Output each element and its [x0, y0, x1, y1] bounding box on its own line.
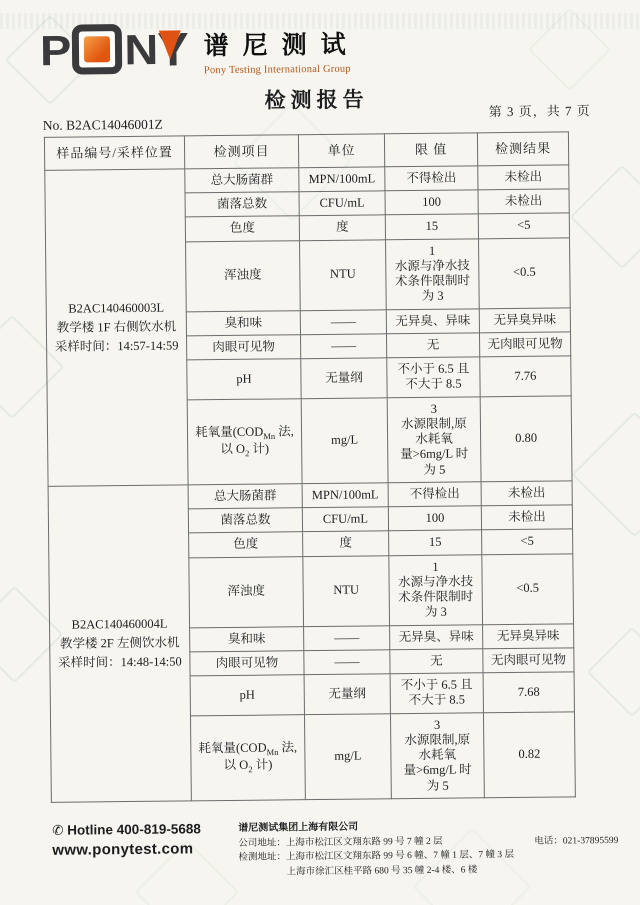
- footer-contact: [52, 821, 231, 883]
- company-address: 公司地址：上海市松江区文翔东路 99 号 7 幢 2 层: [238, 836, 443, 849]
- result-cell: <0.5: [482, 553, 574, 624]
- logo-orange-square: [84, 36, 110, 62]
- footer-addresses: [238, 818, 514, 881]
- brand-name-cn: 谱尼测试: [203, 31, 360, 61]
- limit-cell: 不得检出: [385, 166, 478, 191]
- table-header-row: [44, 132, 568, 170]
- result-cell: 0.82: [483, 711, 575, 797]
- col-header-item: 检测项目: [184, 135, 298, 169]
- subscript-text: Mn: [266, 746, 279, 757]
- result-cell: 0.80: [480, 395, 572, 481]
- item-text: 耗氧量(COD: [198, 740, 267, 756]
- page-number: 第 3 页，共 7 页: [488, 103, 591, 120]
- unit-cell: mg/L: [304, 713, 391, 799]
- limit-cell: 无: [390, 649, 483, 674]
- unit-cell: NTU: [303, 555, 390, 626]
- result-cell: 未检出: [478, 165, 569, 190]
- subscript-text: 2: [244, 447, 250, 459]
- results-table: [44, 131, 576, 802]
- testing-address-1: 检测地址：上海市松江区文翔东路 99 号 6 幢、7 幢 1 层、7 幢 3 层: [238, 850, 515, 864]
- report-number: No. B2AC14046001Z: [42, 116, 163, 133]
- test-item-cell: 色度: [185, 216, 299, 241]
- test-item-cell: 总大肠菌群: [185, 168, 299, 193]
- result-cell: 7.76: [480, 356, 571, 396]
- test-item-cell: 肉眼可见物: [190, 651, 304, 676]
- unit-cell: ——: [304, 625, 390, 650]
- test-item-cell: 浑浊度: [189, 556, 304, 627]
- col-header-limit: 限 值: [384, 133, 477, 167]
- unit-cell: 无量纲: [301, 358, 387, 398]
- result-cell: 无异臭异味: [479, 307, 570, 332]
- limit-cell: 100: [388, 506, 481, 531]
- item-text: 耗氧量(COD: [195, 424, 264, 440]
- brand-names: [203, 22, 360, 77]
- limit-cell: 无异臭、异味: [390, 624, 483, 649]
- sample-line: 采样时间：14:48-14:50: [58, 654, 182, 670]
- hotline-text: Hotline 400-819-5688: [67, 821, 201, 838]
- sample-line: 教学楼 2F 左侧饮水机: [59, 635, 180, 651]
- pony-logo: [40, 23, 188, 75]
- limit-cell: 无异臭、异味: [386, 308, 479, 333]
- sample-info: [48, 485, 191, 802]
- report-footer: [52, 817, 619, 883]
- unit-cell: mg/L: [301, 397, 388, 483]
- limit-cell: 3 水源限制,原 水耗氧 量>6mg/L 时 为 5: [387, 396, 481, 482]
- logo-letter-y: Y: [157, 21, 188, 76]
- result-cell: 无异臭异味: [483, 623, 574, 648]
- unit-cell: ——: [300, 334, 386, 359]
- table-body: [45, 165, 576, 802]
- col-header-unit: 单位: [298, 134, 384, 168]
- sample-info: [45, 169, 188, 486]
- table-header: [44, 132, 568, 170]
- limit-cell: 100: [385, 190, 478, 215]
- col-header-result: 检测结果: [477, 132, 568, 166]
- result-cell: 未检出: [481, 481, 572, 506]
- item-text: 计): [252, 757, 273, 772]
- test-item-cell: 总大肠菌群: [188, 484, 302, 509]
- unit-cell: NTU: [300, 239, 387, 310]
- limit-cell: 15: [389, 530, 482, 555]
- item-text: 以 O: [220, 441, 246, 456]
- limit-cell: 不小于 6.5 且 不大于 8.5: [387, 357, 480, 397]
- phone-icon: ✆: [52, 822, 64, 838]
- test-item-cell: pH: [187, 359, 301, 400]
- company-name: 谱尼测试集团上海有限公司: [238, 821, 359, 834]
- unit-cell: 度: [303, 531, 389, 556]
- logo-letter-y-wrap: [157, 21, 188, 76]
- page-title: 检测报告: [264, 87, 369, 113]
- brand-name-en: Pony Testing International Group: [203, 63, 351, 77]
- limit-cell: 不得检出: [388, 482, 481, 507]
- test-item-cell: 浑浊度: [186, 240, 301, 311]
- logo-letter-n: N: [124, 24, 158, 73]
- test-item-cell: 臭和味: [186, 310, 300, 335]
- result-cell: 未检出: [478, 189, 569, 214]
- limit-cell: 无: [386, 333, 479, 358]
- website-text: www.ponytest.com: [52, 840, 194, 859]
- item-text: 以 O: [223, 757, 249, 772]
- result-cell: <5: [478, 213, 569, 238]
- result-cell: 无肉眼可见物: [479, 332, 570, 357]
- test-item-cell: 菌落总数: [185, 192, 299, 217]
- unit-cell: MPN/100mL: [302, 483, 388, 508]
- testing-address-2: 上海市徐汇区桂平路 680 号 35 幢 2-4 楼、6 楼: [286, 865, 478, 878]
- result-cell: 无肉眼可见物: [483, 648, 574, 673]
- logo-letter-p: P: [39, 25, 71, 74]
- result-cell: 未检出: [481, 505, 572, 530]
- subscript-text: 2: [248, 763, 253, 775]
- unit-cell: 无量纲: [304, 674, 390, 714]
- result-cell: 7.68: [483, 672, 574, 712]
- unit-cell: ——: [300, 309, 386, 334]
- sample-line: 采样时间：14:57-14:59: [54, 338, 179, 354]
- col-header-sample: 样品编号/采样位置: [44, 136, 184, 170]
- hotline-line: [52, 821, 230, 839]
- limit-cell: 3 水源限制,原 水耗氧 量>6mg/L 时 为 5: [390, 712, 484, 798]
- test-item-cell: 菌落总数: [188, 508, 302, 533]
- unit-cell: ——: [304, 650, 390, 675]
- report-header: [40, 22, 360, 78]
- sample-line: B2AC140460004L: [71, 616, 168, 632]
- sample-line: B2AC140460003L: [68, 300, 165, 316]
- limit-cell: 1 水源与净水技 术条件限制时 为 3: [386, 238, 480, 309]
- test-item-cell: [187, 398, 302, 484]
- item-text: 法,: [274, 424, 294, 439]
- logo-o-mark: [72, 24, 123, 75]
- logo-triangle-icon: [159, 30, 181, 59]
- result-cell: <0.5: [479, 237, 571, 308]
- limit-cell: 1 水源与净水技 术条件限制时 为 3: [389, 554, 483, 625]
- unit-cell: 度: [299, 215, 385, 240]
- footer-phone: 电话：021-37895599: [534, 835, 619, 847]
- subscript-text: Mn: [263, 430, 276, 441]
- item-text: 法,: [278, 740, 298, 755]
- unit-cell: CFU/mL: [299, 191, 385, 216]
- test-item-cell: [190, 714, 305, 800]
- test-item-cell: 肉眼可见物: [187, 335, 301, 360]
- test-item-cell: 色度: [189, 532, 303, 557]
- sample-line: 教学楼 1F 右侧饮水机: [56, 319, 177, 335]
- item-text: 计): [249, 441, 270, 456]
- unit-cell: MPN/100mL: [299, 167, 385, 192]
- test-item-cell: 臭和味: [190, 626, 304, 651]
- test-item-cell: pH: [190, 675, 304, 716]
- unit-cell: CFU/mL: [302, 507, 388, 532]
- limit-cell: 不小于 6.5 且 不大于 8.5: [390, 673, 483, 713]
- result-cell: <5: [482, 529, 573, 554]
- limit-cell: 15: [385, 214, 478, 239]
